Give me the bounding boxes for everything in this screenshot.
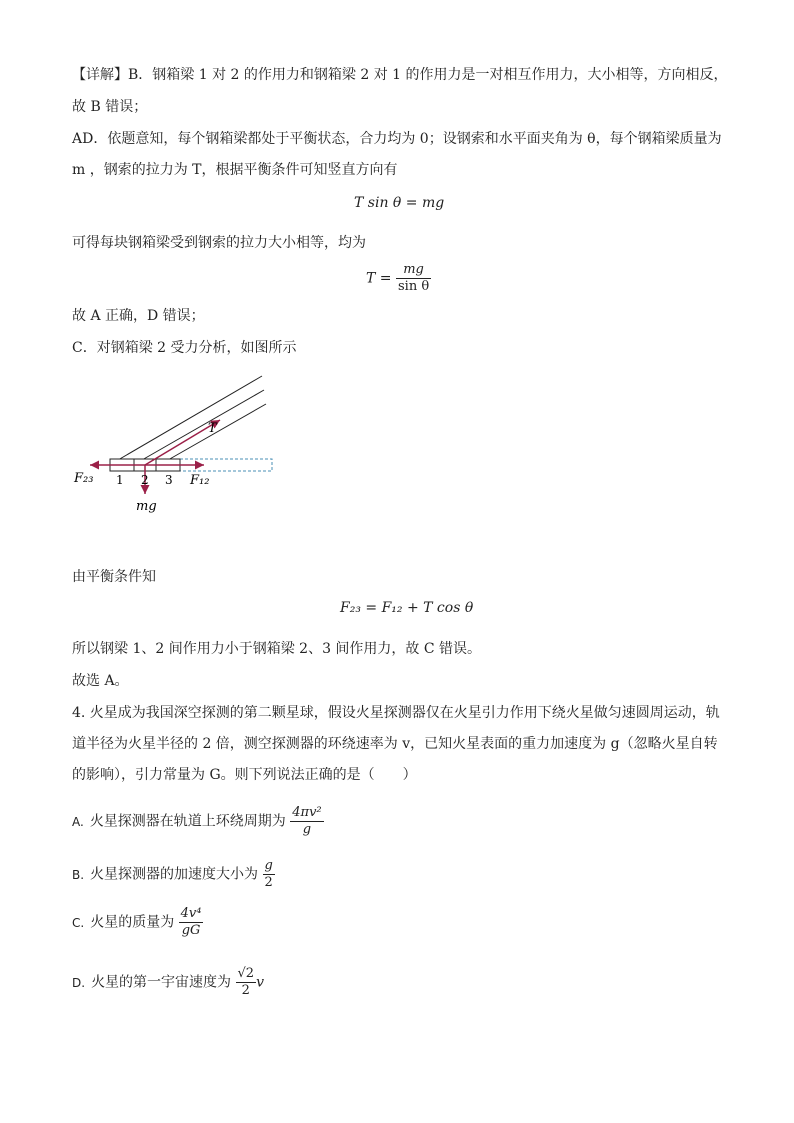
- option-d-denominator: 2: [241, 983, 250, 998]
- option-a[interactable]: [72, 805, 324, 838]
- detail-paragraph-3: AD．依题意知，每个钢箱梁都处于平衡状态，合力均为 0；设钢索和水平面夹角为 θ，每个钢箱梁质量为: [72, 131, 722, 147]
- option-a-numerator: 4πv²: [292, 805, 322, 820]
- label-F23: F₂₃: [74, 471, 94, 486]
- option-a-fraction: [290, 805, 323, 838]
- detail-paragraph-7: C．对钢箱梁 2 受力分析，如图所示: [72, 340, 297, 356]
- option-b-text: 火星探测器的加速度大小为: [90, 866, 259, 883]
- option-c-text: 火星的质量为: [90, 914, 175, 931]
- label-2: 2: [141, 473, 149, 487]
- option-c-denominator: gG: [181, 923, 201, 938]
- equation-tension: [366, 262, 431, 295]
- detail-paragraph-6: 故 A 正确，D 错误；: [72, 308, 205, 324]
- option-c-numerator: 4v⁴: [180, 906, 202, 921]
- detail-paragraph-5: 可得每块钢箱梁受到钢索的拉力大小相等，均为: [72, 235, 366, 251]
- option-d-numerator: √2: [237, 966, 255, 981]
- equation-horizontal-balance: F₂₃ = F₁₂ + T cos θ: [340, 600, 474, 616]
- option-b[interactable]: [72, 858, 275, 891]
- equation-tension-numerator: mg: [396, 262, 431, 279]
- label-3: 3: [165, 473, 173, 487]
- detail-paragraph-9: 所以钢梁 1、2 间作用力小于钢箱梁 2、3 间作用力，故 C 错误。: [72, 641, 482, 657]
- equation-vertical-balance: T sin θ = mg: [354, 195, 445, 211]
- question-line-2: 道半径为火星半径的 2 倍，测空探测器的环绕速率为 v，已知火星表面的重力加速度为 g（忽略火星自转: [72, 736, 718, 752]
- equation-tension-fraction: [396, 262, 431, 295]
- option-b-numerator: g: [264, 858, 273, 873]
- force-diagram: [72, 366, 282, 516]
- label-mg: mg: [136, 499, 157, 514]
- label-1: 1: [116, 473, 124, 487]
- option-d-letter: D.: [72, 975, 86, 990]
- option-c-fraction: [179, 906, 204, 939]
- question-line-3: 的影响），引力常量为 G。则下列说法正确的是（ ）: [72, 767, 417, 783]
- cable-line-3: [168, 404, 266, 460]
- option-d-text: 火星的第一宇宙速度为: [91, 974, 232, 991]
- option-d[interactable]: [72, 966, 264, 999]
- option-b-letter: B.: [72, 867, 85, 882]
- detail-paragraph-8: 由平衡条件知: [72, 569, 156, 585]
- cable-line-2: [142, 390, 264, 460]
- equation-tension-lhs: T =: [366, 270, 392, 287]
- option-d-suffix: v: [256, 974, 264, 991]
- detail-paragraph-10: 故选 A。: [72, 673, 129, 689]
- equation-tension-denominator: sin θ: [397, 279, 430, 294]
- option-a-denominator: g: [302, 822, 312, 837]
- option-b-fraction: [263, 858, 275, 891]
- option-a-text: 火星探测器在轨道上环绕周期为: [89, 813, 286, 830]
- label-T: T: [208, 421, 217, 436]
- option-a-letter: A.: [72, 814, 84, 829]
- question-line-1: 4. 火星成为我国深空探测的第二颗星球，假设火星探测器仅在火星引力作用下绕火星做匀速圆周运动，轨: [72, 705, 720, 721]
- detail-paragraph-4: m ，钢索的拉力为 T，根据平衡条件可知竖直方向有: [72, 162, 398, 178]
- detail-paragraph-2: 故 B 错误；: [72, 99, 148, 115]
- option-b-denominator: 2: [264, 875, 273, 890]
- option-c[interactable]: [72, 906, 203, 939]
- label-F12: F₁₂: [190, 473, 210, 488]
- option-d-fraction: [236, 966, 257, 999]
- option-c-letter: C.: [72, 915, 85, 930]
- detail-paragraph-1: 【详解】B．钢箱梁 1 对 2 的作用力和钢箱梁 2 对 1 的作用力是一对相互作用力，大小相等，方向相反，: [72, 67, 728, 83]
